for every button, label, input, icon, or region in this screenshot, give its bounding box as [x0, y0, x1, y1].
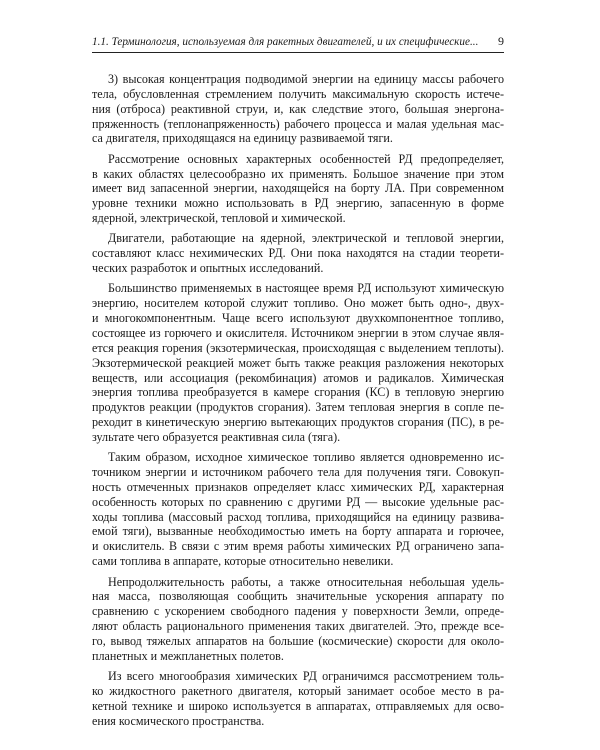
text-line: Из всего многообразия химических РД ограничимся рассмотрением толь-: [108, 669, 504, 684]
paragraph: [92, 669, 504, 728]
text-line: реходит в кинетическую энергию вытекающих продуктов сгорания (ПС), в ре-: [92, 415, 504, 430]
paragraph: [92, 231, 504, 276]
text-line: энергия топлива преобразуется в камере сгорания (КС) в тепловую энергию: [92, 385, 504, 400]
text-line: ядерной, электрической, тепловой и химической.: [92, 211, 346, 226]
text-line: Непродолжительность работы, а также относительная небольшая удель-: [108, 574, 504, 589]
text-line: тела, обусловленная стремлением получить максимальную скорость истече-: [92, 86, 504, 101]
running-header: [92, 34, 504, 49]
text-line: са двигателя, приходящаяся на единицу развиваемой тяги.: [92, 131, 393, 146]
text-line: го, вывод тяжелых аппаратов на большие (космические) скорости для околo-: [92, 633, 504, 648]
text-line: зультате чего образуется реактивная сила (тяга).: [92, 429, 341, 444]
text-line: ная масса, позволяющая сообщить значительные ускорения аппарату по: [92, 589, 504, 604]
text-line: Рассмотрение основных характерных особенностей РД предопределяет,: [108, 151, 504, 166]
paragraph: [92, 450, 504, 569]
text-line: 3) высокая концентрация подводимой энергии на единицу массы рабочего: [108, 72, 504, 86]
text-line: и многокомпонентным. Чаще всего используют двухкомпонентное топливо,: [92, 311, 504, 326]
text-line: пряженность (теплонапряженность) рабочего процесса и малая удельная мас-: [92, 116, 504, 131]
text-line: в каких областях целесообразно их применять. Большое значение при этом: [92, 166, 504, 181]
paragraph: [92, 72, 504, 146]
running-title: 1.1. Терминология, используемая для ракетных двигателей, и их специфические...: [92, 36, 479, 48]
text-line: сами топлива в аппарате, которые относительно невелики.: [92, 554, 394, 569]
text-line: имеет вид запасенной энергии, находящейся на борту ЛА. При современном: [92, 181, 504, 196]
text-line: энергию, носителем которой служит топливо. Оно может быть одно-, двух-: [92, 296, 504, 311]
text-line: ческих разработок и опытных исследований.: [92, 261, 324, 276]
text-line: Двигатели, работающие на ядерной, электрической и тепловой энергии,: [108, 231, 504, 246]
text-line: ходы топлива (массовый расход топлива, приходящийся на единицу развива-: [92, 509, 504, 524]
text-line: планетных и межпланетных полетов.: [92, 648, 284, 663]
page-number: 9: [498, 34, 504, 48]
text-line: ко жидкостного ракетного двигателя, который занимает особое место в ра-: [92, 683, 504, 698]
text-line: Экзотермической реакцией может быть также реакция разложения некоторых: [92, 355, 504, 370]
body-text: [92, 72, 504, 728]
paragraph: [92, 575, 504, 664]
text-line: кетной технике и широко используется в аппаратах, отправляемых для осво-: [92, 698, 504, 713]
text-line: ность отмеченных признаков определяет класс химических РД, характерная: [92, 479, 504, 494]
text-line: ения космического пространства.: [92, 713, 265, 728]
text-line: ния (отброса) реактивной струи, и, как следствие этого, большая энергона-: [92, 101, 504, 116]
text-line: ляют область рационального применения таких двигателей. Это, прежде все-: [92, 619, 504, 634]
text-line: уровне техники можно использовать в РД энергию, запасенную в форме: [92, 196, 504, 211]
text-line: и окислитель. В связи с этим время работы химических РД ограничено запа-: [92, 539, 504, 554]
text-line: продуктов реакции (продуктов сгорания). Затем тепловая энергия в сопле пе-: [92, 400, 504, 415]
text-line: точником энергии и источником рабочего тела для получения тяги. Совокуп-: [92, 465, 504, 480]
text-line: веществ, или ассоциация (рекомбинация) атомов и радикалов. Химическая: [92, 370, 504, 385]
text-line: сравнению с ускорением свободного падения у поверхности Земли, опреде-: [92, 604, 504, 619]
text-line: Большинство применяемых в настоящее время РД используют химическую: [108, 281, 504, 296]
text-line: состоящее из горючего и окислителя. Источником энергии в этом случае явля-: [92, 326, 504, 340]
text-line: Таким образом, исходное химическое топливо является одновременно ис-: [108, 450, 504, 465]
text-line: особенность которых по сравнению с другими РД — высокие удельные рас-: [92, 494, 504, 509]
paragraph: [92, 281, 504, 444]
text-line: емой тяги), вызванные необходимостью иметь на борту аппарата и горючее,: [92, 524, 504, 539]
text-line: ется реакция горения (экзотермическая, происходящая с выделением теплоты).: [92, 340, 504, 355]
text-line: составляют класс нехимических РД. Они пока находятся на стадии теорети-: [92, 246, 504, 261]
paragraph: [92, 152, 504, 226]
header-rule: [92, 52, 504, 53]
